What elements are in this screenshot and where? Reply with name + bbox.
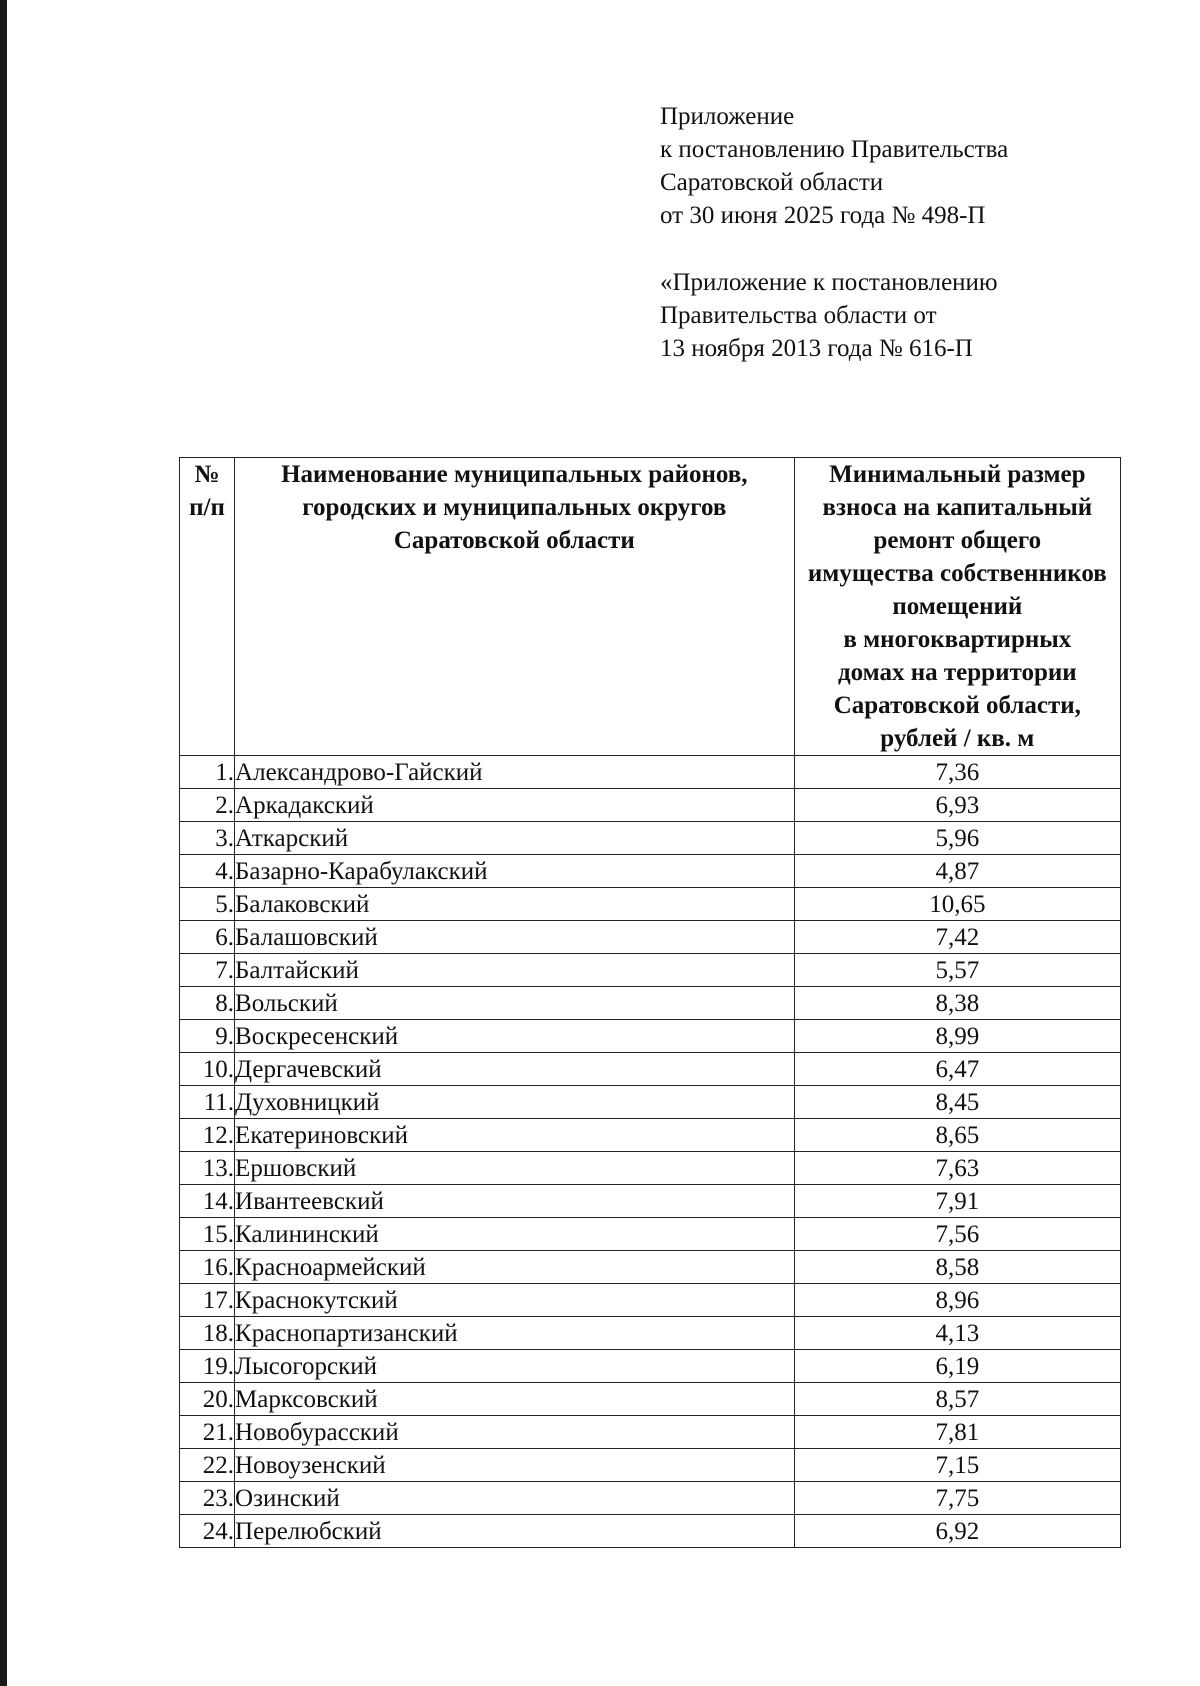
row-number: 8. — [180, 987, 235, 1020]
table-row — [180, 1053, 1121, 1086]
table-row — [180, 921, 1121, 954]
district-name: Калининский — [235, 1218, 795, 1251]
row-number: 22. — [180, 1449, 235, 1482]
contribution-rate: 8,65 — [794, 1119, 1120, 1152]
row-number: 2. — [180, 789, 235, 822]
table-row — [180, 1416, 1121, 1449]
table-row — [180, 1185, 1121, 1218]
header-text-line: ремонт общего — [873, 527, 1042, 554]
district-name: Озинский — [235, 1482, 795, 1515]
table-row — [180, 1482, 1121, 1515]
district-name: Воскресенский — [235, 1020, 795, 1053]
table-row — [180, 1152, 1121, 1185]
row-number: 3. — [180, 822, 235, 855]
district-name: Ивантеевский — [235, 1185, 795, 1218]
header-line: Приложение — [660, 103, 795, 130]
row-number: 12. — [180, 1119, 235, 1152]
header-text-line: в многоквартирных — [843, 626, 1072, 653]
table-row — [180, 888, 1121, 921]
table-row — [180, 1284, 1121, 1317]
header-line: к постановлению Правительства — [660, 136, 1009, 163]
table-row — [180, 822, 1121, 855]
header-text-line: п/п — [189, 494, 225, 521]
appendix-line: «Приложение к постановлению — [660, 269, 998, 296]
table-row — [180, 987, 1121, 1020]
contribution-rate: 7,36 — [794, 756, 1120, 789]
header-text-line: рублей / кв. м — [880, 725, 1035, 752]
header-text-line: домах на территории — [837, 659, 1077, 686]
district-name: Дергачевский — [235, 1053, 795, 1086]
row-number: 1. — [180, 756, 235, 789]
district-name: Балаковский — [235, 888, 795, 921]
row-number: 13. — [180, 1152, 235, 1185]
table-row — [180, 1449, 1121, 1482]
table-row — [180, 1317, 1121, 1350]
contribution-rate: 7,15 — [794, 1449, 1120, 1482]
district-name: Лысогорский — [235, 1350, 795, 1383]
district-name: Вольский — [235, 987, 795, 1020]
contribution-rate: 7,42 — [794, 921, 1120, 954]
appendix-line: 13 ноября 2013 года № 616-П — [660, 335, 973, 362]
row-number: 7. — [180, 954, 235, 987]
row-number: 21. — [180, 1416, 235, 1449]
contribution-rate: 4,13 — [794, 1317, 1120, 1350]
contribution-rate: 5,57 — [794, 954, 1120, 987]
header-text-line: городских и муниципальных округов — [302, 494, 727, 521]
document-header — [660, 100, 1140, 365]
header-text-line: № — [194, 461, 220, 488]
table-row — [180, 1383, 1121, 1416]
district-name: Краснокутский — [235, 1284, 795, 1317]
contribution-rate: 5,96 — [794, 822, 1120, 855]
table-row — [180, 1350, 1121, 1383]
table-body — [180, 756, 1121, 1548]
header-line: от 30 июня 2025 года № 498-П — [660, 202, 986, 229]
contribution-rate: 8,99 — [794, 1020, 1120, 1053]
column-header-name — [235, 458, 795, 756]
district-name: Аркадакский — [235, 789, 795, 822]
table-row — [180, 789, 1121, 822]
header-text-line: Саратовской области, — [833, 692, 1081, 719]
contribution-rate: 6,92 — [794, 1515, 1120, 1548]
contribution-rate: 7,91 — [794, 1185, 1120, 1218]
district-name: Новобурасский — [235, 1416, 795, 1449]
column-header-number — [180, 458, 235, 756]
table-row — [180, 1119, 1121, 1152]
row-number: 16. — [180, 1251, 235, 1284]
row-number: 10. — [180, 1053, 235, 1086]
row-number: 18. — [180, 1317, 235, 1350]
table-row — [180, 756, 1121, 789]
contribution-rate: 6,19 — [794, 1350, 1120, 1383]
table-row — [180, 1020, 1121, 1053]
district-name: Новоузенский — [235, 1449, 795, 1482]
row-number: 19. — [180, 1350, 235, 1383]
district-name: Екатериновский — [235, 1119, 795, 1152]
table-row — [180, 954, 1121, 987]
contribution-rate: 4,87 — [794, 855, 1120, 888]
row-number: 15. — [180, 1218, 235, 1251]
contribution-rate: 6,93 — [794, 789, 1120, 822]
column-header-rate — [794, 458, 1120, 756]
appendix-line: Правительства области от — [660, 302, 937, 329]
district-name: Балашовский — [235, 921, 795, 954]
row-number: 17. — [180, 1284, 235, 1317]
district-name: Базарно-Карабулакский — [235, 855, 795, 888]
scan-left-edge — [0, 0, 7, 1686]
contribution-rate: 6,47 — [794, 1053, 1120, 1086]
contribution-rate: 7,56 — [794, 1218, 1120, 1251]
contribution-rate: 8,45 — [794, 1086, 1120, 1119]
contribution-rate: 8,96 — [794, 1284, 1120, 1317]
row-number: 14. — [180, 1185, 235, 1218]
row-number: 23. — [180, 1482, 235, 1515]
table-row — [180, 1218, 1121, 1251]
table-header-row — [180, 458, 1121, 756]
district-name: Красноармейский — [235, 1251, 795, 1284]
district-name: Александрово-Гайский — [235, 756, 795, 789]
header-text-line: Саратовской области — [393, 527, 635, 554]
contribution-rate: 8,57 — [794, 1383, 1120, 1416]
contribution-rate: 7,81 — [794, 1416, 1120, 1449]
district-name: Балтайский — [235, 954, 795, 987]
row-number: 24. — [180, 1515, 235, 1548]
contribution-rate: 7,75 — [794, 1482, 1120, 1515]
district-name: Аткарский — [235, 822, 795, 855]
row-number: 11. — [180, 1086, 235, 1119]
table-row — [180, 1086, 1121, 1119]
row-number: 20. — [180, 1383, 235, 1416]
district-name: Марксовский — [235, 1383, 795, 1416]
contribution-rate: 8,38 — [794, 987, 1120, 1020]
header-text-line: Наименование муниципальных районов, — [281, 461, 748, 488]
header-text-line: имущества собственников — [807, 560, 1107, 587]
header-text-line: взноса на капитальный — [822, 494, 1093, 521]
header-text-line: Минимальный размер — [829, 461, 1086, 488]
district-name: Духовницкий — [235, 1086, 795, 1119]
table-row — [180, 1251, 1121, 1284]
header-line: Саратовской области — [660, 169, 884, 196]
contribution-rate: 8,58 — [794, 1251, 1120, 1284]
table-row — [180, 1515, 1121, 1548]
table-row — [180, 855, 1121, 888]
row-number: 5. — [180, 888, 235, 921]
header-spacer — [660, 232, 1140, 266]
header-text-line: помещений — [892, 593, 1023, 620]
district-name: Краснопартизанский — [235, 1317, 795, 1350]
contribution-rate: 7,63 — [794, 1152, 1120, 1185]
contribution-rate: 10,65 — [794, 888, 1120, 921]
district-name: Перелюбский — [235, 1515, 795, 1548]
rates-table — [179, 457, 1121, 1548]
row-number: 9. — [180, 1020, 235, 1053]
row-number: 4. — [180, 855, 235, 888]
row-number: 6. — [180, 921, 235, 954]
district-name: Ершовский — [235, 1152, 795, 1185]
